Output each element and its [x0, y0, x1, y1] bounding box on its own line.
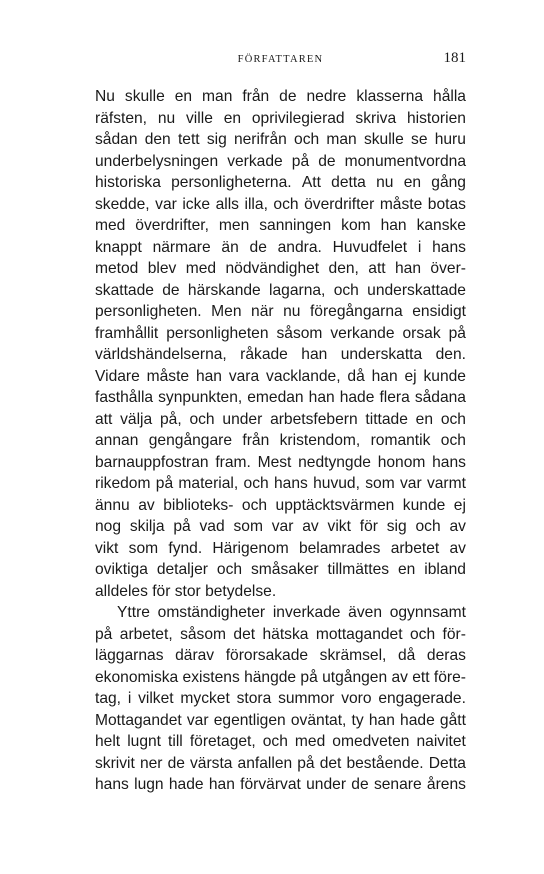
text-line: läggarnas därav förorsakade skrämsel, då deras	[95, 647, 466, 664]
text-line: metod blev med nödvändighet den, att han över-	[95, 260, 466, 277]
running-head-title: FÖRFATTAREN	[237, 54, 324, 65]
text-line: hans lugn hade han förvärvat under de senare årens	[95, 776, 466, 793]
text-line: Nu skulle en man från de nedre klasserna hålla	[95, 88, 466, 105]
text-line: skrivit ner de värsta anfallen på det bestående. Detta	[95, 754, 466, 772]
text-line: Vidare måste han vara vacklande, då han ej kunde	[95, 367, 466, 385]
text-line: ekonomiska existens hängde på utgången av ett före-	[95, 668, 466, 686]
text-line: knappt närmare än de andra. Huvudfelet i hans	[95, 238, 466, 256]
text-line: alldeles för stor betydelse.	[95, 582, 277, 600]
running-head	[95, 52, 466, 68]
text-line: skattade de härskande lagarna, och underskattade	[95, 281, 466, 299]
text-line: barnauppfostran fram. Mest nedtyngde honom hans	[95, 453, 466, 471]
text-line: vikt som fynd. Härigenom belamrades arbetet av	[95, 539, 466, 557]
text-line: oviktiga detaljer och småsaker tillmättes en ibland	[95, 561, 466, 578]
text-line: nog skilja på vad som var av vikt för sig och av	[95, 518, 466, 535]
text-line: att välja på, och under arbetsfebern tittade en och	[95, 410, 466, 428]
text-line: Mottagandet var egentligen oväntat, ty han hade gått	[95, 711, 466, 729]
text-line: helt lugnt till företaget, och med omedveten naivitet	[95, 733, 466, 750]
text-line: rikedom på material, och hans huvud, som var varmt	[95, 475, 466, 492]
text-line: räfsten, nu ville en oprivilegierad skriva historien	[95, 109, 466, 127]
text-line: Yttre omständigheter inverkade även ogynnsamt	[117, 604, 466, 621]
text-line: sådan den tett sig nerifrån och man skulle se huru	[95, 131, 466, 148]
text-line: tag, i vilket mycket stora summor voro engagerade.	[95, 690, 466, 707]
text-line: personligheten. Men när nu föregångarna ensidigt	[95, 303, 466, 320]
text-line: framhållit personligheten såsom verkande orsak på	[95, 324, 466, 342]
text-line: på arbetet, såsom det hätska mottagandet och för-	[95, 625, 466, 643]
text-line: annan gengångare från kristendom, romantik och	[95, 432, 466, 449]
text-line: med överdrifter, men sanningen kom han kanske	[95, 217, 466, 234]
text-line: fasthålla synpunkten, emedan han hade flera sådana	[95, 389, 466, 406]
text-line: historiska personligheterna. Att detta nu en gång	[95, 174, 466, 191]
text-line: världshändelserna, råkade han underskatta den.	[95, 346, 466, 363]
page-number: 181	[443, 50, 466, 66]
text-line: ännu av biblioteks- och upptäcktsvärmen kunde ej	[95, 496, 466, 514]
body-text	[95, 86, 466, 796]
text-line: underbelysningen verkade på de monumentvordna	[95, 152, 466, 170]
text-line: skedde, var icke alls illa, och överdrifter måste botas	[95, 195, 466, 213]
